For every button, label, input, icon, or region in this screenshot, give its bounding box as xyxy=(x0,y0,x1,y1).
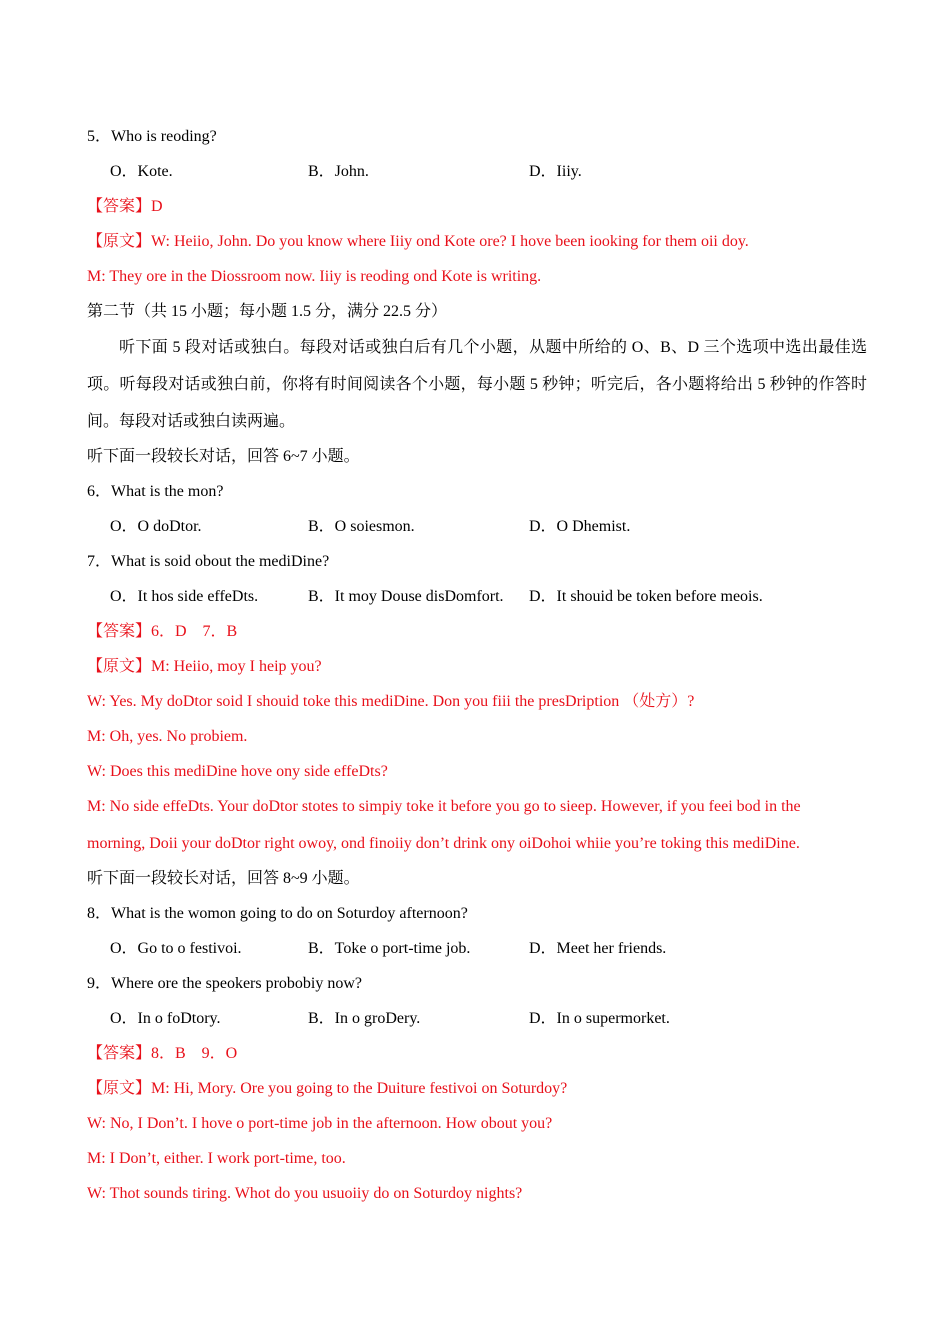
q6-option-o: O．O doDtor. xyxy=(110,518,202,535)
q5-option-o: O．Kote. xyxy=(110,163,173,180)
group-intro: 听下面一段较长对话，回答 8~9 小题。 xyxy=(87,870,360,887)
group1-transcript-line: W: Does this mediDine hove ony side effeDts? xyxy=(87,763,388,780)
group2-transcript-line: W: Thot sounds tiring. Whot do you usuoiiy do on Soturdoy nights? xyxy=(87,1185,523,1202)
group1-transcript-line: morning, Doii your doDtor right owoy, ond finoiiy don’t drink ony oiDohoi whiie you’re toking this mediDine. xyxy=(87,835,800,852)
q8-option-o: O．Go to o festivoi. xyxy=(110,940,242,957)
group2-transcript-line: W: No, I Don’t. I hove o port-time job in the afternoon. How obout you? xyxy=(87,1115,553,1132)
question-6: 6．What is the mon? xyxy=(87,483,224,500)
group-intro: 听下面一段较长对话，回答 6~7 小题。 xyxy=(87,448,360,465)
q5-answer: 【答案】D xyxy=(87,198,163,215)
question-5: 5．Who is reoding? xyxy=(87,128,217,145)
section-heading: 第二节（共 15 小题；每小题 1.5 分，满分 22.5 分） xyxy=(87,303,448,320)
question-7: 7．What is soid obout the mediDine? xyxy=(87,553,330,570)
group1-transcript-line: W: Yes. My doDtor soid I shouid toke this mediDine. Don you fiii the presDription （处方）? xyxy=(87,693,695,710)
q7-option-b: B．It moy Douse disDomfort. xyxy=(308,588,504,605)
q6-option-d: D．O Dhemist. xyxy=(529,518,631,535)
q7-option-o: O．It hos side effeDts. xyxy=(110,588,259,605)
q5-option-d: D．Iiiy. xyxy=(529,163,582,180)
question-8: 8．What is the womon going to do on Soturdoy afternoon? xyxy=(87,905,468,922)
q9-option-d: D．In o supermorket. xyxy=(529,1010,670,1027)
group1-transcript-line: 【原文】M: Heiio, moy I heip you? xyxy=(87,658,322,675)
q6-option-b: B．O soiesmon. xyxy=(308,518,415,535)
group1-transcript-line: M: No side effeDts. Your doDtor stotes to simpiy toke it before you go to sieep. However, if you feei bod in the xyxy=(87,798,801,815)
q8-option-d: D．Meet her friends. xyxy=(529,940,667,957)
question-9: 9．Where ore the speokers probobiy now? xyxy=(87,975,363,992)
group2-answer: 【答案】8．B 9．O xyxy=(87,1045,238,1062)
q5-transcript-line: 【原文】W: Heiio, John. Do you know where Iiiy ond Kote ore? I hove been iooking for them oii doy. xyxy=(87,233,749,250)
q9-option-b: B．In o groDery. xyxy=(308,1010,421,1027)
group2-transcript-line: 【原文】M: Hi, Mory. Ore you going to the Duiture festivoi on Soturdoy? xyxy=(87,1080,568,1097)
group1-answer: 【答案】6．D 7．B xyxy=(87,623,238,640)
section-instructions: 听下面 5 段对话或独白。每段对话或独白后有几个小题，从题中所给的 O、B、D 三个选项中选出最佳选项。听每段对话或独白前，你将有时间阅读各个小题，每小题 5 秒钟；听完后，各小题将给出 5 秒钟的作答时间。每段对话或独白读两遍。 xyxy=(87,339,867,430)
q8-option-b: B．Toke o port-time job. xyxy=(308,940,471,957)
group1-transcript-line: M: Oh, yes. No probiem. xyxy=(87,728,248,745)
q5-option-b: B．John. xyxy=(308,163,369,180)
q9-option-o: O．In o foDtory. xyxy=(110,1010,221,1027)
q5-transcript-line: M: They ore in the Diossroom now. Iiiy is reoding ond Kote is writing. xyxy=(87,268,542,285)
group2-transcript-line: M: I Don’t, either. I work port-time, too. xyxy=(87,1150,346,1167)
q7-option-d: D．It shouid be token before meois. xyxy=(529,588,763,605)
